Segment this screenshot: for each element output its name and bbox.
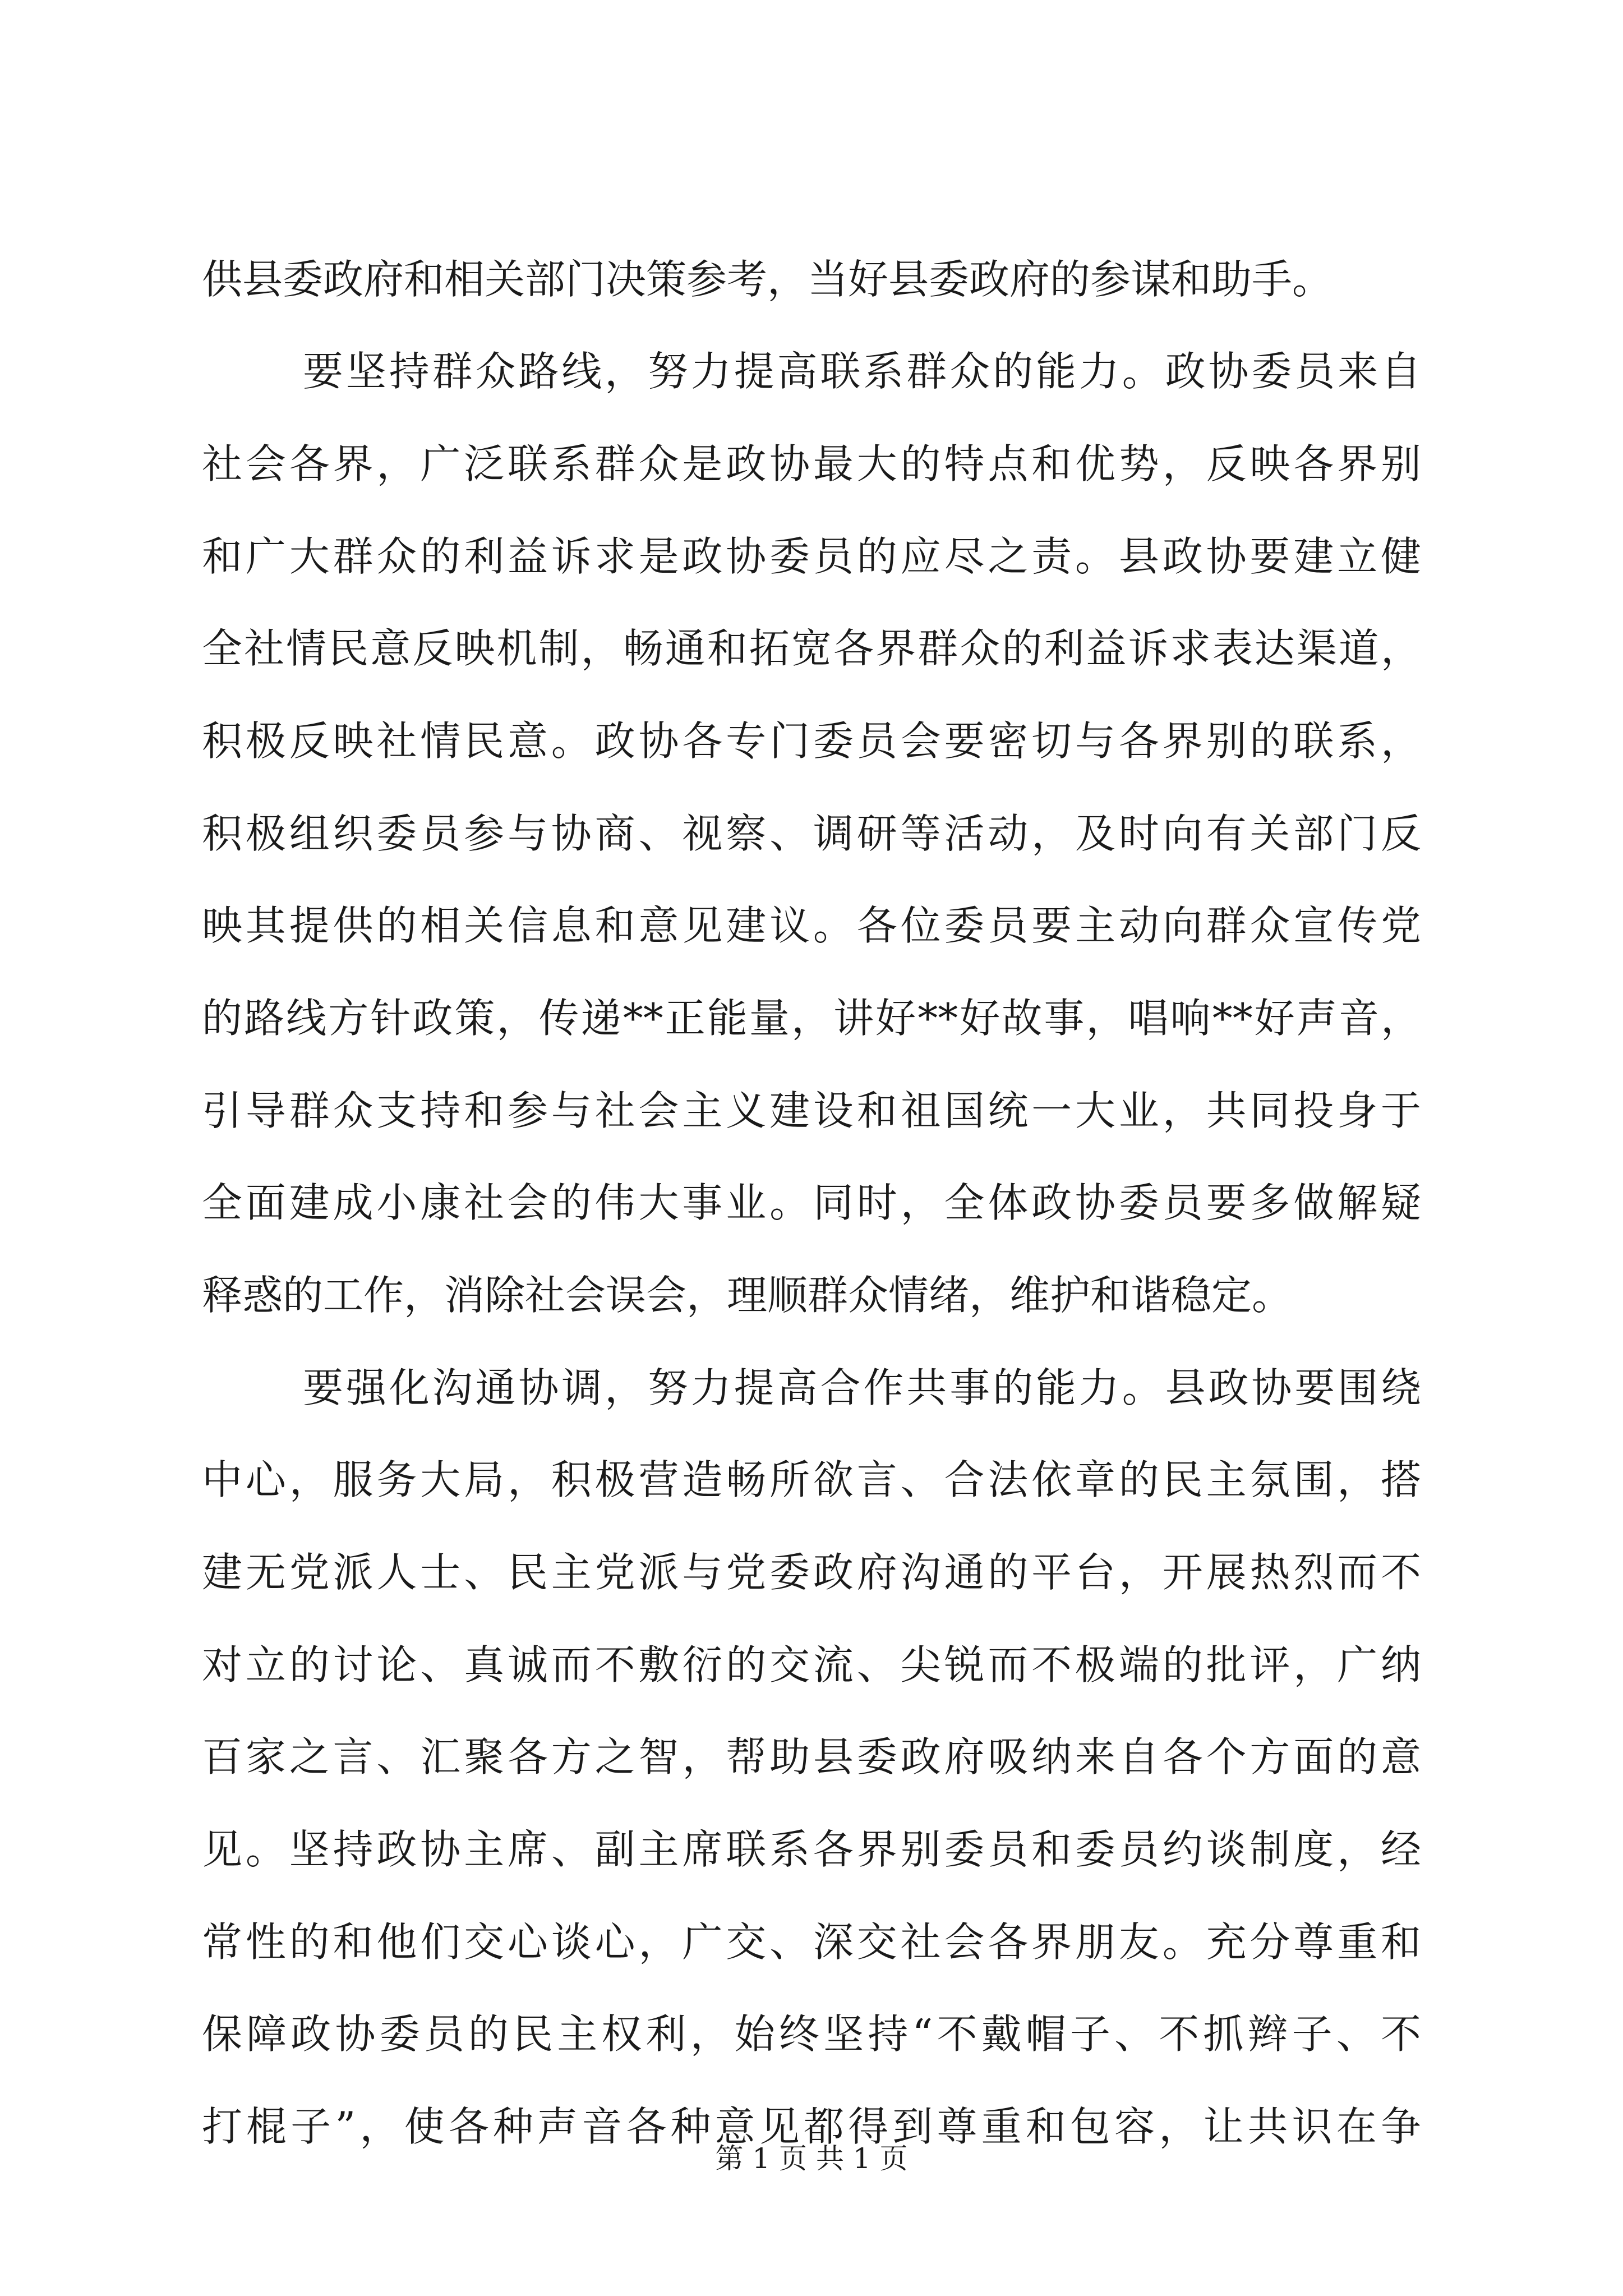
body-text-line: 的路线方针政策，传递**正能量，讲好**好故事，唱响**好声音， bbox=[202, 995, 1421, 1042]
page-footer: 第 1 页 共 1 页 bbox=[715, 2142, 908, 2175]
body-text-line: 常性的和他们交心谈心，广交、深交社会各界朋友。充分尊重和 bbox=[202, 1918, 1421, 1966]
body-text-line: 释惑的工作，消除社会误会，理顺群众情绪，维护和谐稳定。 bbox=[202, 1272, 1293, 1319]
body-text-line: 和广大群众的利益诉求是政协委员的应尽之责。县政协要建立健 bbox=[202, 533, 1421, 580]
paragraph-first-line: 要坚持群众路线，努力提高联系群众的能力。政协委员来自 bbox=[303, 348, 1421, 395]
body-text-line: 对立的讨论、真诚而不敷衍的交流、尖锐而不极端的批评，广纳 bbox=[202, 1641, 1421, 1688]
body-text-line: 社会各界，广泛联系群众是政协最大的特点和优势，反映各界别 bbox=[202, 440, 1421, 487]
body-text-line: 引导群众支持和参与社会主义建设和祖国统一大业，共同投身于 bbox=[202, 1087, 1421, 1134]
body-text-line: 打棍子”，使各种声音各种意见都得到尊重和包容，让共识在争 bbox=[202, 2103, 1421, 2150]
body-text-line: 保障政协委员的民主权利，始终坚持“不戴帽子、不抓辫子、不 bbox=[202, 2010, 1421, 2058]
body-text-line: 积极反映社情民意。政协各专门委员会要密切与各界别的联系， bbox=[202, 717, 1421, 765]
body-text-line: 映其提供的相关信息和意见建议。各位委员要主动向群众宣传党 bbox=[202, 902, 1421, 949]
body-text-line: 见。坚持政协主席、副主席联系各界别委员和委员约谈制度，经 bbox=[202, 1826, 1421, 1873]
body-text-line: 全社情民意反映机制，畅通和拓宽各界群众的利益诉求表达渠道， bbox=[202, 625, 1421, 672]
body-text-line: 中心，服务大局，积极营造畅所欲言、合法依章的民主氛围，搭 bbox=[202, 1456, 1421, 1503]
body-text-line: 全面建成小康社会的伟大事业。同时，全体政协委员要多做解疑 bbox=[202, 1179, 1421, 1226]
body-text-line: 百家之言、汇聚各方之智，帮助县委政府吸纳来自各个方面的意 bbox=[202, 1733, 1421, 1780]
body-text-line: 供县委政府和相关部门决策参考，当好县委政府的参谋和助手。 bbox=[202, 256, 1333, 303]
body-text-line: 建无党派人士、民主党派与党委政府沟通的平台，开展热烈而不 bbox=[202, 1549, 1421, 1596]
paragraph-first-line: 要强化沟通协调，努力提高合作共事的能力。县政协要围绕 bbox=[303, 1364, 1421, 1411]
body-text-line: 积极组织委员参与协商、视察、调研等活动，及时向有关部门反 bbox=[202, 810, 1421, 857]
